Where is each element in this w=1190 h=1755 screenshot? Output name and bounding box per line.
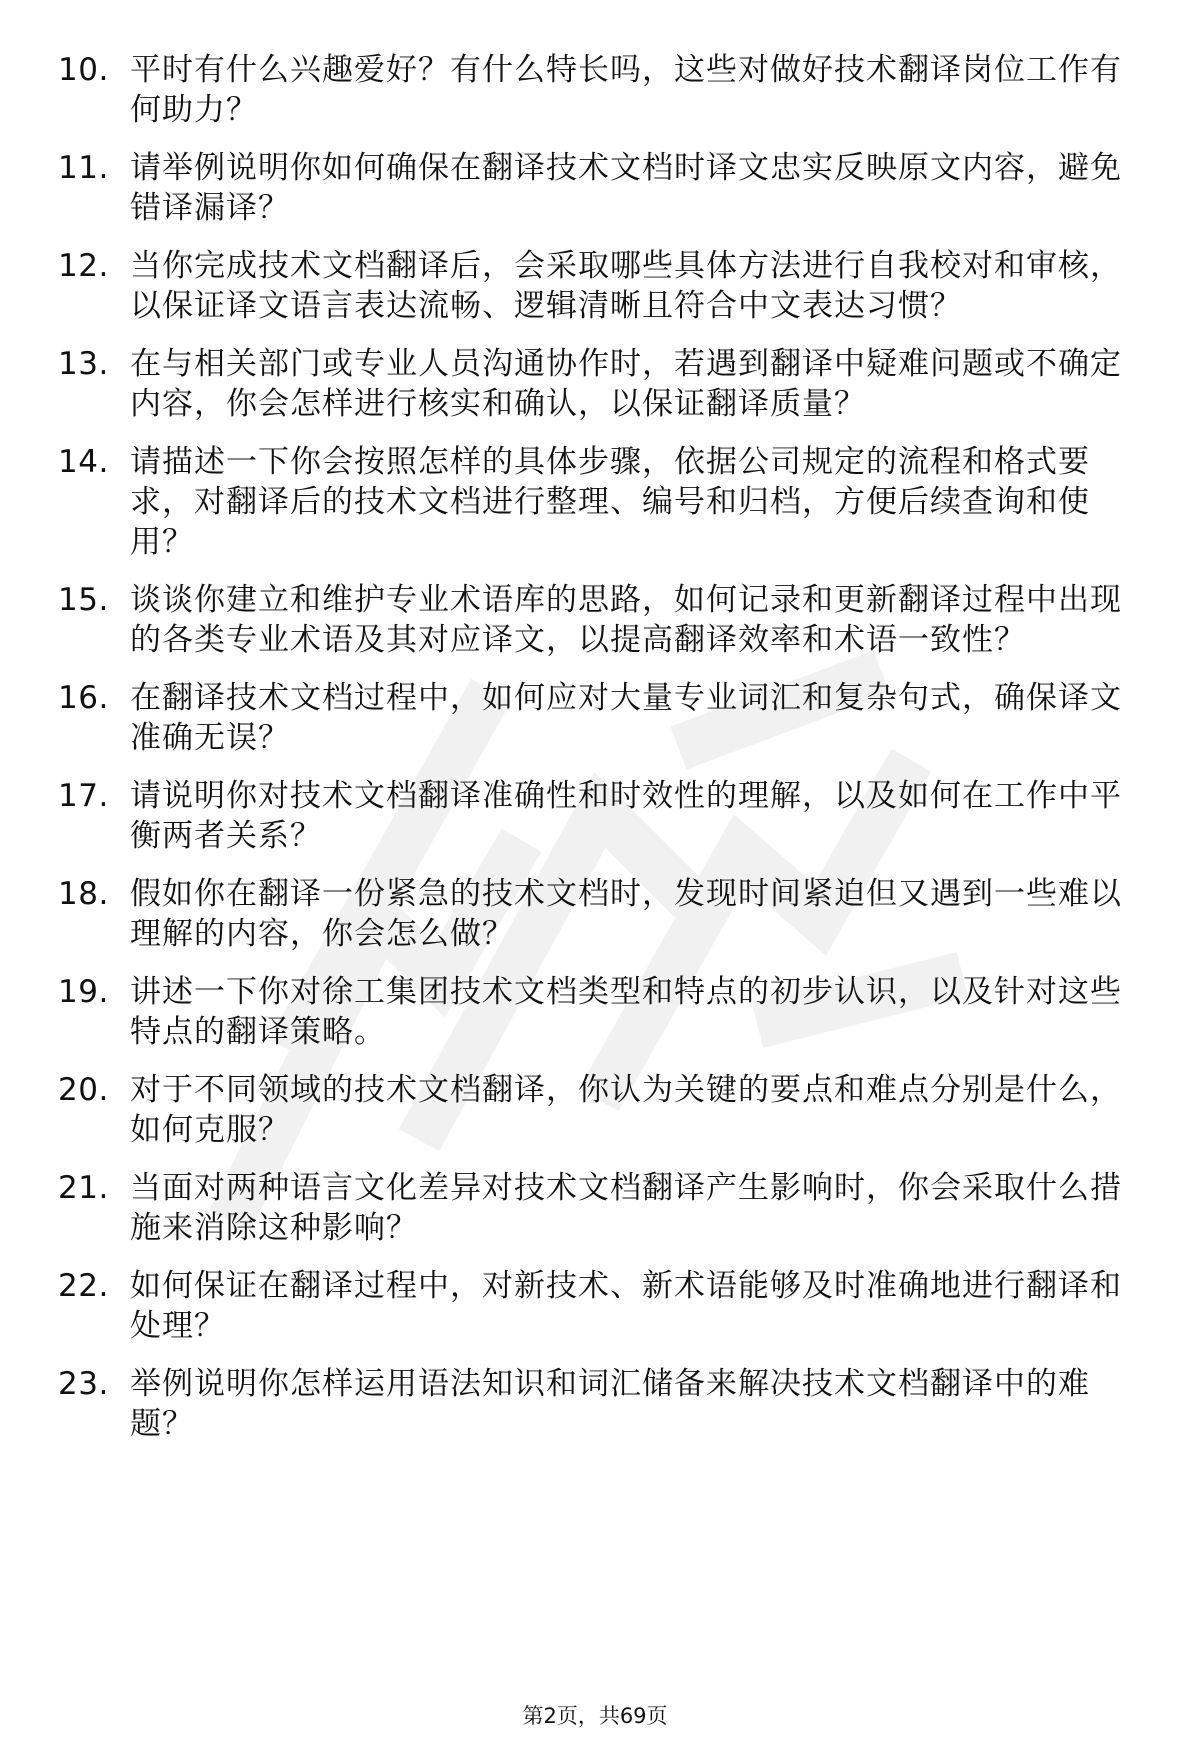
question-text: 如何保证在翻译过程中，对新技术、新术语能够及时准确地进行翻译和处理？ (130, 1268, 1122, 1344)
question-text: 当面对两种语言文化差异对技术文档翻译产生影响时，你会采取什么措施来消除这种影响？ (130, 1170, 1122, 1246)
question-item (58, 1070, 1148, 1150)
question-text: 当你完成技术文档翻译后，会采取哪些具体方法进行自我校对和审核，以保证译文语言表达流畅、逻辑清晰且符合中文表达习惯？ (130, 248, 1122, 324)
question-number: 21. (58, 1170, 109, 1206)
question-number: 13. (58, 346, 109, 382)
question-item (58, 1266, 1148, 1346)
question-text: 对于不同领域的技术文档翻译，你认为关键的要点和难点分别是什么，如何克服？ (130, 1072, 1122, 1148)
question-text: 举例说明你怎样运用语法知识和词汇储备来解决技术文档翻译中的难题？ (130, 1366, 1090, 1442)
question-item (58, 246, 1148, 326)
question-number: 15. (58, 582, 109, 618)
question-item (58, 874, 1148, 954)
question-text: 讲述一下你对徐工集团技术文档类型和特点的初步认识，以及针对这些特点的翻译策略。 (130, 974, 1122, 1050)
question-item (58, 148, 1148, 228)
question-item (58, 50, 1148, 130)
question-number: 22. (58, 1268, 109, 1304)
question-text: 平时有什么兴趣爱好？有什么特长吗，这些对做好技术翻译岗位工作有何助力？ (130, 52, 1122, 128)
question-number: 11. (58, 150, 109, 186)
question-item (58, 678, 1148, 758)
question-number: 20. (58, 1072, 109, 1108)
question-item (58, 972, 1148, 1052)
question-number: 16. (58, 680, 109, 716)
page-number-footer: 第2页，共69页 (522, 1704, 668, 1728)
question-text: 请举例说明你如何确保在翻译技术文档时译文忠实反映原文内容，避免错译漏译？ (130, 150, 1122, 226)
question-number: 12. (58, 248, 109, 284)
question-text: 谈谈你建立和维护专业术语库的思路，如何记录和更新翻译过程中出现的各类专业术语及其对应译文，以提高翻译效率和术语一致性？ (130, 582, 1122, 658)
question-number: 18. (58, 876, 109, 912)
question-text: 在与相关部门或专业人员沟通协作时，若遇到翻译中疑难问题或不确定内容，你会怎样进行核实和确认，以保证翻译质量？ (130, 346, 1122, 422)
question-text: 请描述一下你会按照怎样的具体步骤，依据公司规定的流程和格式要求，对翻译后的技术文档进行整理、编号和归档，方便后续查询和使用？ (130, 444, 1090, 560)
question-item (58, 1168, 1148, 1248)
question-number: 19. (58, 974, 109, 1010)
question-number: 17. (58, 778, 109, 814)
question-number: 14. (58, 444, 109, 480)
question-list (58, 50, 1148, 1462)
question-number: 10. (58, 52, 109, 88)
question-item (58, 1364, 1148, 1444)
question-item (58, 442, 1148, 562)
question-item (58, 580, 1148, 660)
question-text: 假如你在翻译一份紧急的技术文档时，发现时间紧迫但又遇到一些难以理解的内容，你会怎么做？ (130, 876, 1122, 952)
question-number: 23. (58, 1366, 109, 1402)
question-text: 在翻译技术文档过程中，如何应对大量专业词汇和复杂句式，确保译文准确无误？ (130, 680, 1122, 756)
question-text: 请说明你对技术文档翻译准确性和时效性的理解，以及如何在工作中平衡两者关系？ (130, 778, 1122, 854)
question-item (58, 776, 1148, 856)
question-item (58, 344, 1148, 424)
